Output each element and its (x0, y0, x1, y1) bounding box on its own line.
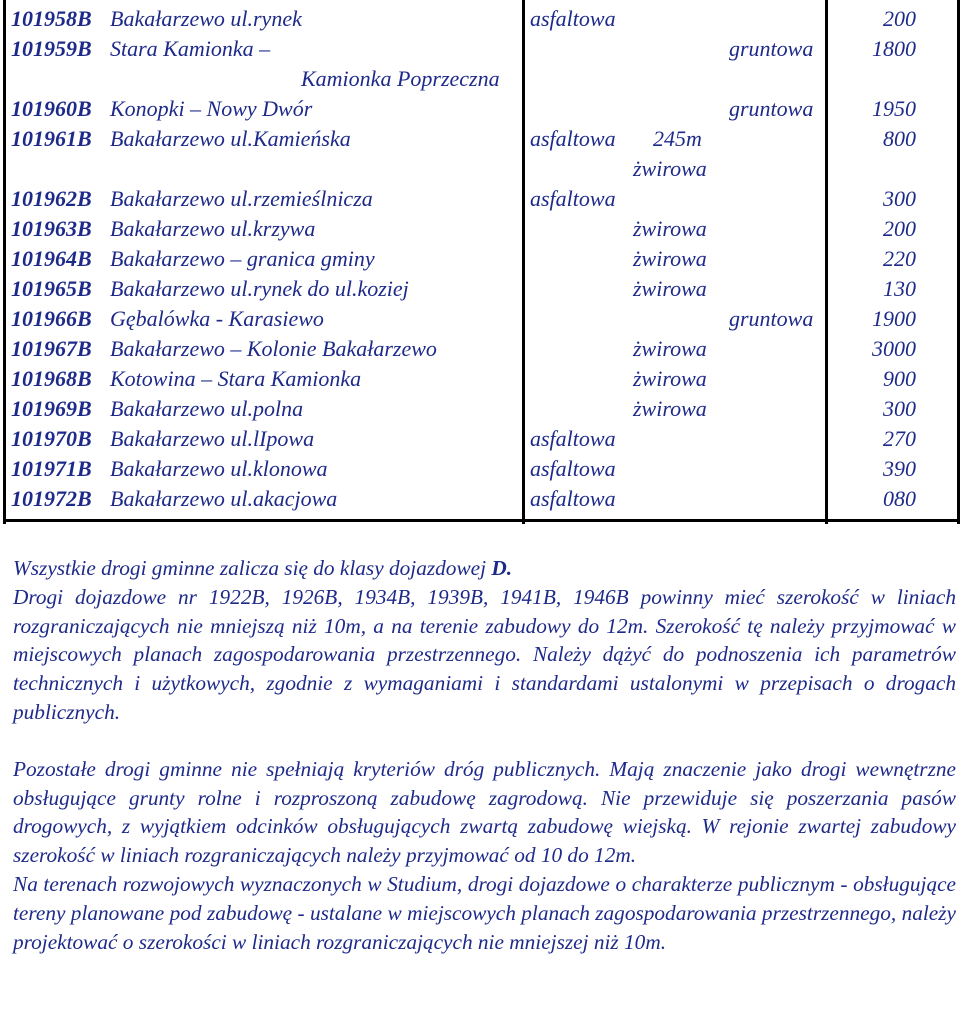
road-code: 101961B (11, 126, 92, 151)
road-code: 101971B (11, 456, 92, 481)
road-surface: żwirowa (633, 336, 707, 361)
roads-table (3, 0, 960, 524)
road-name: Bakałarzewo ul.rynek (110, 6, 302, 31)
table-row (3, 334, 960, 364)
road-code: 101965B (11, 276, 92, 301)
road-code: 101963B (11, 216, 92, 241)
road-code: 101958B (11, 6, 92, 31)
road-name: Stara Kamionka – (110, 36, 271, 61)
road-surface: żwirowa (633, 366, 707, 391)
road-code: 101969B (11, 396, 92, 421)
road-code: 101964B (11, 246, 92, 271)
table-row (3, 244, 960, 274)
note-road-class-text: Wszystkie drogi gminne zalicza się do klasy dojazdowej (13, 556, 492, 580)
road-name: Bakałarzewo ul.akacjowa (110, 486, 338, 511)
table-row (3, 184, 960, 214)
table-row (3, 34, 960, 64)
note-access-roads: Drogi dojazdowe nr 1922B, 1926B, 1934B, 1939B, 1941B, 1946B powinny mieć szerokość w liniach rozgraniczających nie mniejszą niż 10m, a na terenie zabudowy do 12m. Szerokość tę należy przyjmować w miejscowych planach zagospodarowania przestrzennego. Należy dążyć do podnoszenia ich parametrów technicznych i użytkowych, zgodnie z wymaganiami i standardami ustalonymi w przepisach o drogach publicznych. (13, 584, 956, 724)
road-length: 300 (883, 186, 916, 211)
table-row (3, 4, 960, 34)
table-row (3, 94, 960, 124)
road-surface: asfaltowa (530, 426, 616, 451)
road-code: 101966B (11, 306, 92, 331)
note-other-roads: Pozostałe drogi gminne nie spełniają kryteriów dróg publicznych. Mają znaczenie jako drogi wewnętrzne obsługujące grunty rolne i rozproszoną zabudowę zagrodową. Nie przewiduje się poszerzania pasów drogowych, z wyjątkiem odcinków obsługujących zwartą zabudowę wiejską. W rejonie zwartej zabudowy szerokość w liniach rozgraniczających należy przyjmować od 10 do 12m. (13, 756, 956, 868)
road-surface: gruntowa (729, 36, 814, 61)
road-surface: gruntowa (729, 96, 814, 121)
road-code: 101972B (11, 486, 92, 511)
table-row (3, 304, 960, 334)
road-length: 200 (883, 216, 916, 241)
road-surface: asfaltowa (530, 6, 616, 31)
road-name: Bakałarzewo ul.rynek do ul.koziej (110, 276, 409, 301)
paragraph-gap (13, 727, 956, 755)
road-name: Kotowina – Stara Kamionka (110, 366, 362, 391)
road-length: 1900 (872, 306, 916, 331)
table-row (3, 364, 960, 394)
note-road-class (13, 554, 956, 583)
table-row (3, 484, 960, 514)
road-code: 101967B (11, 336, 92, 361)
road-length: 800 (883, 126, 916, 151)
road-length: 900 (883, 366, 916, 391)
road-name: Bakałarzewo ul.lIpowa (110, 426, 315, 451)
table-row (3, 454, 960, 484)
road-name: Gębalówka - Karasiewo (110, 306, 324, 331)
road-name: Bakałarzewo ul.polna (110, 396, 304, 421)
road-class-letter: D. (491, 556, 513, 580)
road-surface: asfaltowa (530, 126, 616, 151)
table-row (3, 424, 960, 454)
road-surface: żwirowa (633, 396, 707, 421)
road-surface-continuation: żwirowa (633, 156, 707, 181)
surface-length-note: 245m (653, 126, 702, 151)
notes-section (13, 554, 956, 956)
road-surface: żwirowa (633, 276, 707, 301)
road-name: Bakałarzewo ul.rzemieślnicza (110, 186, 373, 211)
note-development-areas: Na terenach rozwojowych wyznaczonych w Studium, drogi dojazdowe o charakterze publicznym - obsługujące tereny planowane pod zabudowę - ustalane w miejscowych planach zagospodarowania przestrzennego, należy projektować o szerokości w liniach rozgraniczających nie mniejszej niż 10m. (13, 871, 956, 954)
road-name: Bakałarzewo – Kolonie Bakałarzewo (110, 336, 437, 361)
road-name: Bakałarzewo ul.Kamieńska (110, 126, 351, 151)
table-row (3, 274, 960, 304)
road-code: 101960B (11, 96, 92, 121)
road-name: Bakałarzewo ul.krzywa (110, 216, 316, 241)
road-length: 300 (883, 396, 916, 421)
road-code: 101959B (11, 36, 92, 61)
road-length: 1950 (872, 96, 916, 121)
road-length: 200 (883, 6, 916, 31)
table-border-bottom (3, 519, 960, 522)
road-length: 3000 (872, 336, 916, 361)
road-code: 101968B (11, 366, 92, 391)
road-name: Bakałarzewo – granica gminy (110, 246, 375, 271)
table-row (3, 214, 960, 244)
road-length: 270 (883, 426, 916, 451)
road-length: 130 (883, 276, 916, 301)
road-code: 101962B (11, 186, 92, 211)
road-surface: asfaltowa (530, 456, 616, 481)
table-row-continuation (3, 64, 960, 94)
table-row (3, 124, 960, 154)
road-surface: gruntowa (729, 306, 814, 331)
table-row-continuation (3, 154, 960, 184)
road-surface: asfaltowa (530, 186, 616, 211)
road-length: 080 (883, 486, 916, 511)
road-name: Bakałarzewo ul.klonowa (110, 456, 328, 481)
road-length: 220 (883, 246, 916, 271)
road-code: 101970B (11, 426, 92, 451)
road-surface: asfaltowa (530, 486, 616, 511)
road-name-continuation: Kamionka Poprzeczna (301, 66, 500, 91)
road-surface: żwirowa (633, 246, 707, 271)
table-row (3, 394, 960, 424)
road-name: Konopki – Nowy Dwór (110, 96, 313, 121)
road-length: 390 (883, 456, 916, 481)
road-length: 1800 (872, 36, 916, 61)
road-surface: żwirowa (633, 216, 707, 241)
